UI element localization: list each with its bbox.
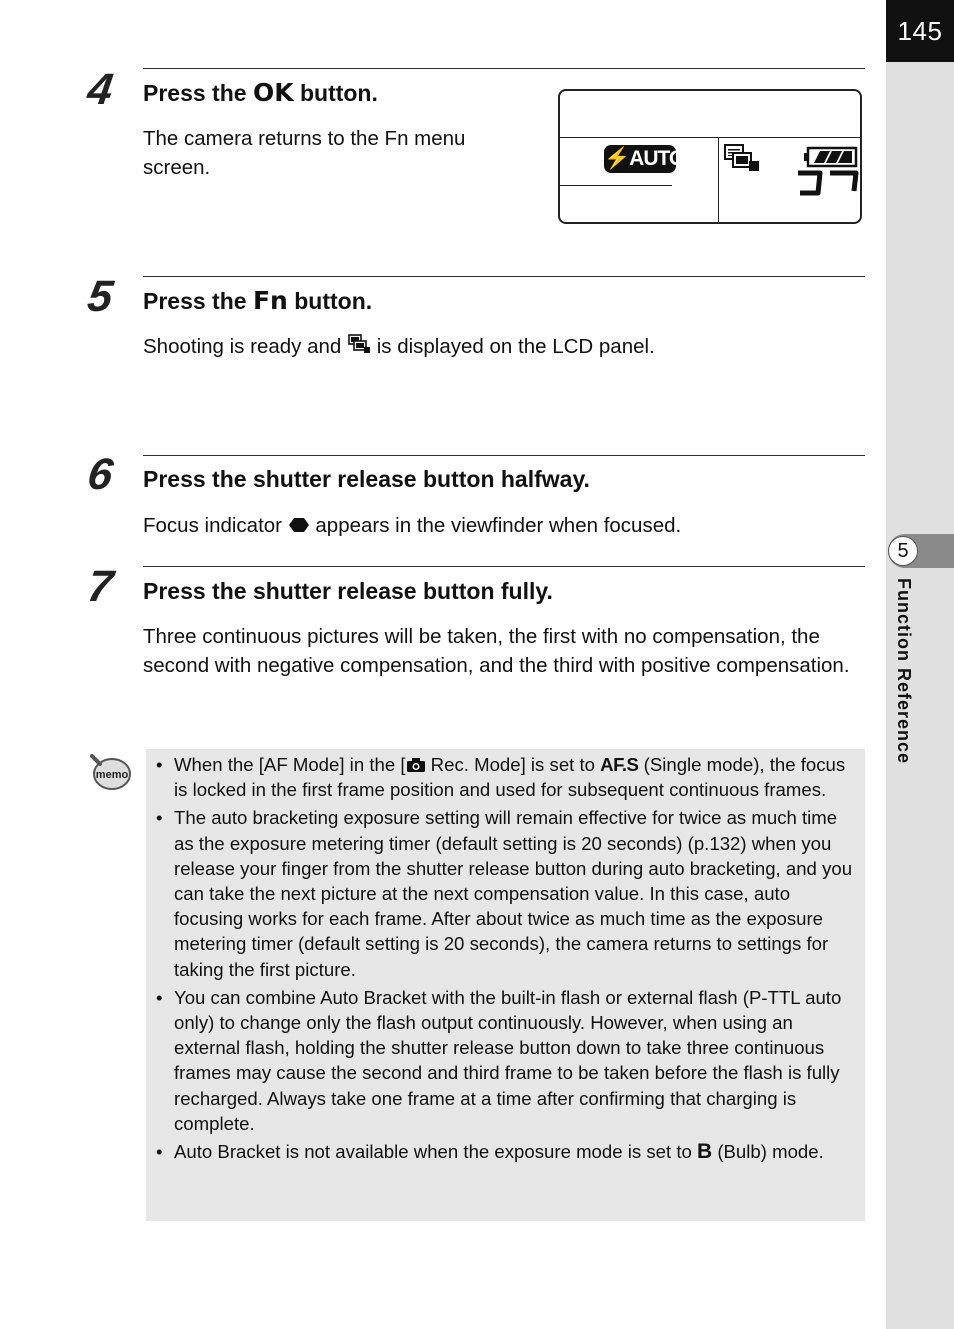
step-body [143, 332, 655, 361]
memo-item: • The auto bracketing exposure setting will remain effective for twice as much time as the exposure metering timer (default setting is 20 seconds) (p.132) when you release your finger from the shutter release button during auto bracketing, and you can take the next picture at the next compensation value. In this case, auto focusing works for each frame. After about twice as much time as the exposure metering timer (default setting is 20 seconds), the camera returns to settings for taking the first picture. [156, 805, 856, 981]
lcd-divider [718, 137, 719, 224]
focus-indicator-icon [288, 517, 310, 533]
step-body-text: Shooting is ready and [143, 335, 347, 358]
flash-auto-icon: ⚡AUTO [604, 145, 676, 173]
step-number: 6 [84, 450, 116, 499]
step-body-text: appears in the viewfinder when focused. [309, 514, 682, 537]
memo-icon-label: memo [95, 769, 129, 781]
step-body [143, 511, 681, 540]
memo-item-text: (Bulb) mode. [712, 1141, 824, 1163]
memo-item [156, 1139, 856, 1164]
step-divider [143, 566, 865, 567]
page-number: 145 [886, 0, 954, 62]
bulb-mode-label: B [697, 1140, 713, 1164]
camera-icon [406, 757, 426, 773]
battery-icon [804, 146, 860, 168]
step-title-text: button. [293, 80, 378, 106]
step-divider [143, 276, 865, 277]
step-title: Press the shutter release button fully. [143, 578, 553, 604]
step-body: Three continuous pictures will be taken, the first with no compensation, the second with negative compensation, and the third with positive compensation. [143, 625, 850, 677]
step-title-text: Press the [143, 80, 253, 106]
af-s-label: AF.S [600, 754, 639, 775]
step-title-text: button. [287, 288, 373, 314]
step-title-text: Press the [143, 288, 253, 314]
memo-item-text: Auto Bracket is not available when the exposure mode is set to [174, 1141, 697, 1163]
shots-count-text: 37 [792, 169, 794, 170]
memo-icon [88, 752, 132, 792]
step-body-text: Focus indicator [143, 514, 288, 537]
chapter-title: Function Reference [894, 578, 914, 765]
step-title: Press the shutter release button halfway. [143, 466, 590, 492]
step-body: The camera returns to the Fn menu screen. [143, 127, 466, 179]
step-title [143, 78, 378, 107]
step-divider [143, 455, 865, 456]
memo-item: • You can combine Auto Bracket with the built-in flash or external flash (P-TTL auto only) to change only the flash output continuously. However, when using an external flash, holding the shutter release button down to take three continuous frames may cause the second and third frame to be taken before the flash is fully recharged. Always take one frame at a time after confirming that charging is complete. [156, 985, 856, 1136]
step-number: 4 [84, 65, 116, 114]
chapter-number: 5 [888, 536, 918, 566]
memo-item-text: Rec. Mode] is set to [425, 754, 601, 775]
step-number: 5 [84, 272, 116, 321]
memo-item-text: When the [AF Mode] in the [ [174, 754, 406, 775]
step-body-text: is displayed on the LCD panel. [371, 335, 655, 358]
step-divider [143, 68, 865, 69]
continuous-bracket-icon [347, 333, 371, 355]
lcd-divider [560, 137, 860, 138]
flash-mode-label: AUTO [629, 147, 685, 170]
lcd-divider [560, 185, 672, 186]
step-number: 7 [84, 562, 116, 611]
step-title [143, 286, 372, 315]
ok-button-key: OK [252, 78, 294, 107]
fn-button-key: Fn [252, 286, 288, 315]
memo-item [156, 752, 856, 802]
bracket-frames-icon [722, 143, 762, 175]
memo-list [156, 752, 856, 1167]
shots-remaining-count [792, 169, 860, 221]
memo-item-text: (Single mode), the focus is locked in the first frame position and used for subsequent continuous frames. [174, 754, 846, 801]
lcd-panel-illustration [558, 89, 862, 224]
